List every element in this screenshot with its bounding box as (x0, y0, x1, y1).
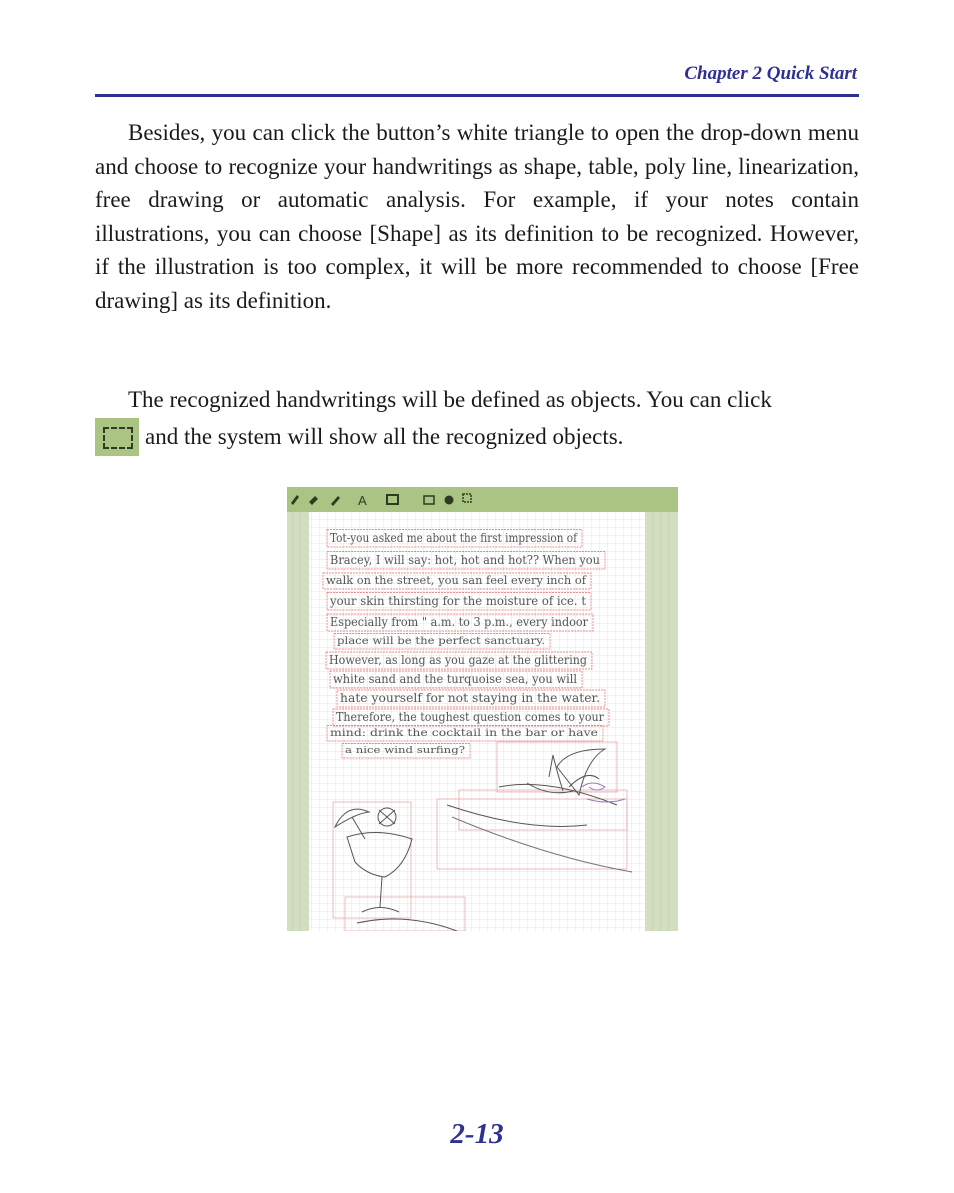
paragraph-continuation-text: and the system will show all the recognized objects. (145, 424, 624, 449)
text-tool-icon: A (358, 493, 367, 508)
handwriting-line: However, as long as you gaze at the glittering (329, 653, 588, 667)
paragraph-continuation (95, 418, 859, 458)
toolbar (287, 487, 678, 512)
paragraph-recognized-objects: The recognized handwritings will be defined as objects. You can click (128, 387, 772, 412)
dashed-selection-icon (103, 427, 133, 449)
chapter-header: Chapter 2 Quick Start (684, 63, 857, 84)
handwriting-line: mind: drink the cocktail in the bar or have (330, 727, 598, 739)
handwriting-line: white sand and the turquoise sea, you will (333, 672, 578, 686)
handwriting-line: your skin thirsting for the moisture of ice. t (329, 593, 586, 608)
page-number: 2-13 (450, 1118, 504, 1150)
handwriting-line: Therefore, the toughest question comes to your (336, 710, 605, 724)
handwriting-line: hate yourself for not staying in the water. (340, 691, 600, 705)
handwriting-line: walk on the street, you san feel every inch of (326, 574, 587, 587)
select-objects-icon (95, 418, 139, 456)
convert-icon (445, 496, 454, 505)
handwriting-line: Bracey, I will say: hot, hot and hot?? When you (330, 552, 600, 567)
handwriting-line: Tot-you asked me about the first impression of (330, 530, 579, 545)
handwriting-line: place will be the perfect sanctuary. (337, 635, 545, 647)
handwriting-line: a nice wind surfing? (345, 745, 465, 756)
note-app-screenshot (287, 487, 678, 931)
handwriting-line: Especially from " a.m. to 3 p.m., every indoor (330, 615, 589, 629)
header-rule (95, 94, 859, 97)
paragraph-recognition-options: Besides, you can click the button’s white triangle to open the drop-down menu and choose to recognize your handwritings as shape, table, poly line, linearization, free drawing or automatic analysis. For example, if your notes contain illustrations, you can choose [Shape] as its definition to be recognized. However, if the illustration is too complex, it will be more recommended to choose [Free drawing] as its definition. (95, 120, 859, 313)
side-strip-left (287, 512, 309, 931)
